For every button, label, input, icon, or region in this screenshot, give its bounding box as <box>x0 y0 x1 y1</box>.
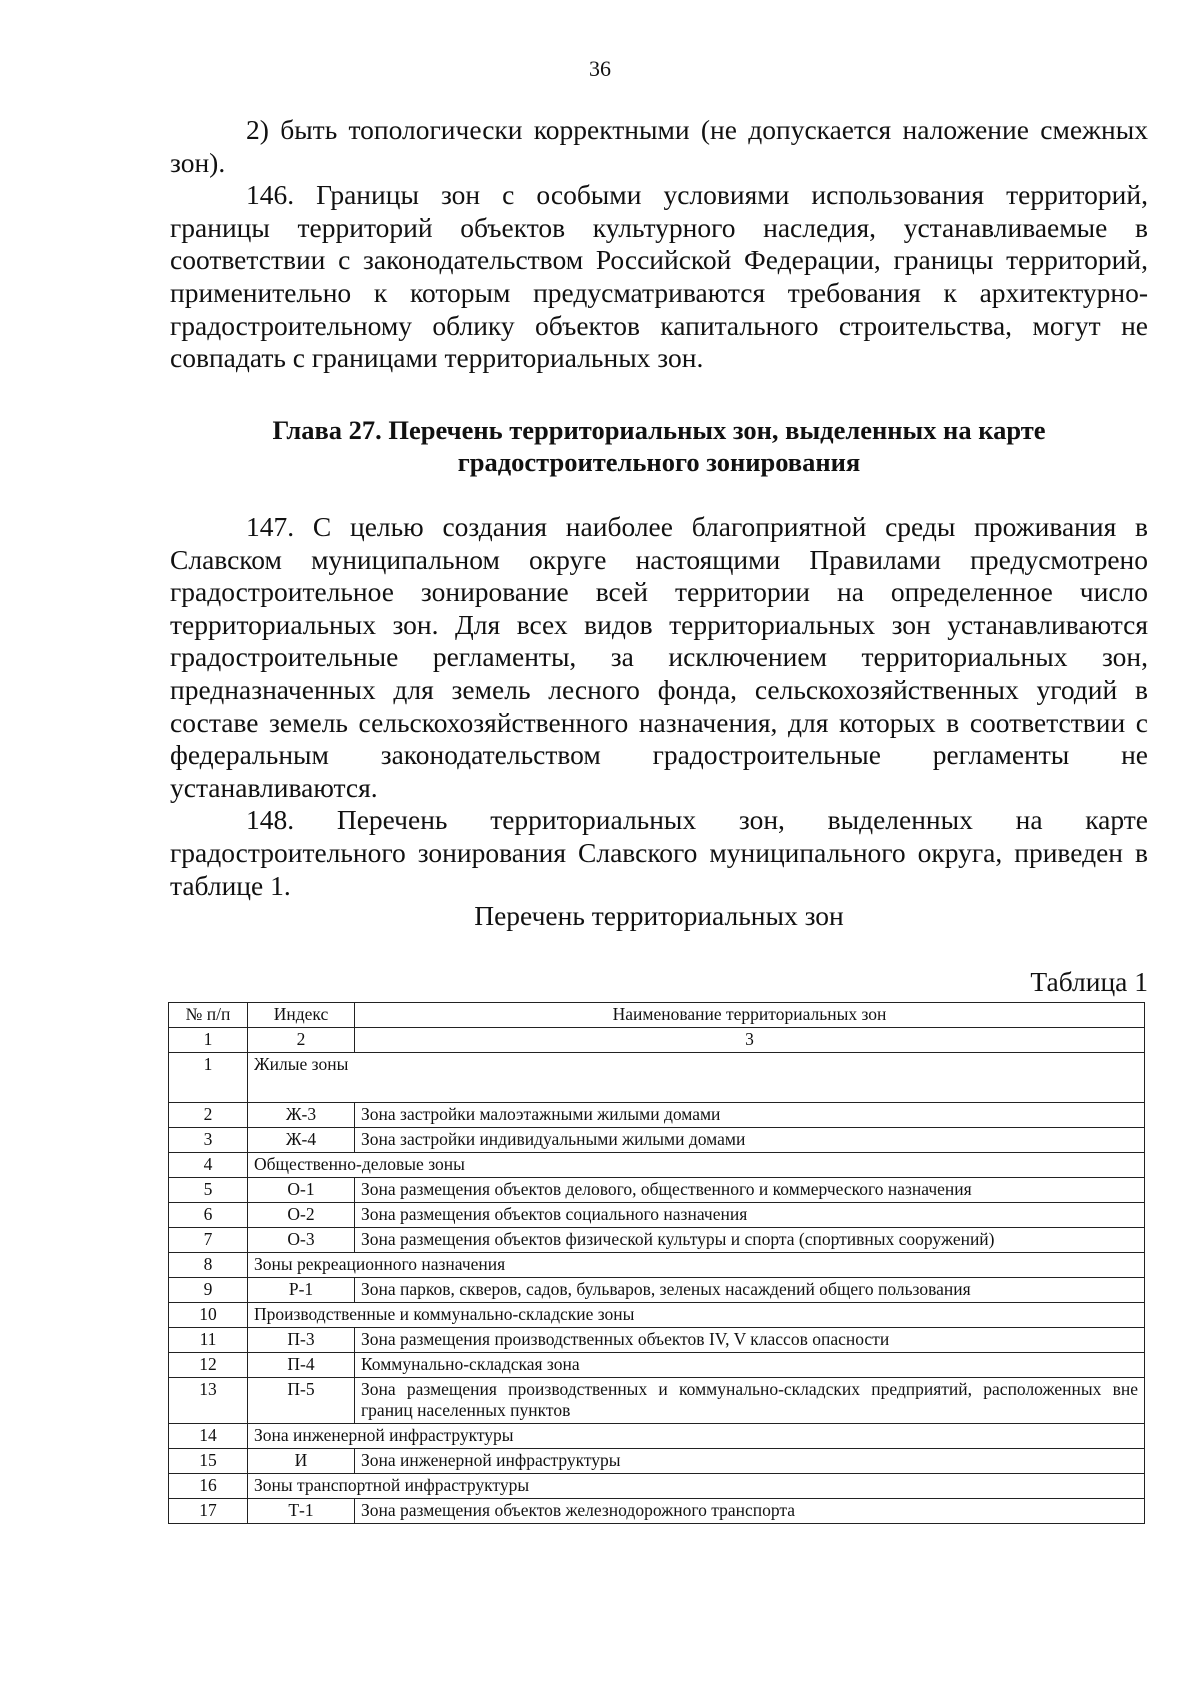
zone-index: И <box>248 1449 355 1474</box>
zone-index: О-2 <box>248 1203 355 1228</box>
table-row <box>169 1449 1145 1474</box>
row-number: 8 <box>169 1253 248 1278</box>
zone-index: П-4 <box>248 1353 355 1378</box>
table-row <box>169 1203 1145 1228</box>
zone-index: Ж-3 <box>248 1103 355 1128</box>
table-body <box>169 1053 1145 1524</box>
zone-name: Зона размещения производственных и коммунально-складских предприятий, расположенных вне границ населенных пунктов <box>355 1378 1145 1424</box>
table-row <box>169 1328 1145 1353</box>
table-caption: Перечень территориальных зон <box>474 900 844 931</box>
zone-index: Ж-4 <box>248 1128 355 1153</box>
page-number: 36 <box>589 56 611 81</box>
column-number-2: 2 <box>248 1028 355 1053</box>
zone-group-title: Зона инженерной инфраструктуры <box>248 1424 1145 1449</box>
zone-name: Зона размещения объектов делового, общественного и коммерческого назначения <box>355 1178 1145 1203</box>
main-paragraphs <box>170 511 1148 902</box>
table-row <box>169 1153 1145 1178</box>
row-number: 4 <box>169 1153 248 1178</box>
header-name: Наименование территориальных зон <box>355 1003 1145 1028</box>
zone-name: Зона парков, скверов, садов, бульваров, зеленых насаждений общего пользования <box>355 1278 1145 1303</box>
table-row <box>169 1053 1145 1103</box>
zone-index: П-3 <box>248 1328 355 1353</box>
table-row <box>169 1103 1145 1128</box>
zone-name: Коммунально-складская зона <box>355 1353 1145 1378</box>
zone-index: П-5 <box>248 1378 355 1424</box>
column-number-row <box>169 1028 1145 1053</box>
chapter-heading <box>170 414 1148 478</box>
header-index: Индекс <box>248 1003 355 1028</box>
row-number: 16 <box>169 1474 248 1499</box>
row-number: 3 <box>169 1128 248 1153</box>
paragraph-146: 146. Границы зон с особыми условиями использования территорий, границы территорий объектов культурного наследия, устанавливаемые в соответствии с законодательством Российской Федерации, границы территорий, применительно к которым предусматриваются требования к архитектурно-градостроительному облику объектов капитального строительства, могут не совпадать с границами территориальных зон. <box>170 179 1148 374</box>
table-row <box>169 1228 1145 1253</box>
table-label: Таблица 1 <box>1030 966 1148 997</box>
row-number: 13 <box>169 1378 248 1424</box>
header-num: № п/п <box>169 1003 248 1028</box>
table-row <box>169 1474 1145 1499</box>
table-row <box>169 1499 1145 1524</box>
zone-group-title: Жилые зоны <box>248 1053 1145 1103</box>
table-row <box>169 1128 1145 1153</box>
zone-name: Зона застройки малоэтажными жилыми домами <box>355 1103 1145 1128</box>
table-row <box>169 1278 1145 1303</box>
row-number: 5 <box>169 1178 248 1203</box>
zone-name: Зона размещения объектов железнодорожного транспорта <box>355 1499 1145 1524</box>
row-number: 9 <box>169 1278 248 1303</box>
zone-name: Зона размещения производственных объектов IV, V классов опасности <box>355 1328 1145 1353</box>
table-row <box>169 1303 1145 1328</box>
row-number: 12 <box>169 1353 248 1378</box>
table-row <box>169 1424 1145 1449</box>
zone-group-title: Зоны рекреационного назначения <box>248 1253 1145 1278</box>
zone-index: Т-1 <box>248 1499 355 1524</box>
row-number: 6 <box>169 1203 248 1228</box>
paragraph-item-2: 2) быть топологически корректными (не допускается наложение смежных зон). <box>170 114 1148 178</box>
row-number: 11 <box>169 1328 248 1353</box>
paragraph-147: 147. С целью создания наиболее благоприятной среды проживания в Славском муниципальном округе настоящими Правилами предусмотрено градостроительное зонирование всей территории на определенное число территориальных зон. Для всех видов территориальных зон устанавливаются градостроительные регламенты, за исключением территориальных зон, предназначенных для земель лесного фонда, сельскохозяйственных угодий в составе земель сельскохозяйственного назначения, для которых в соответствии с федеральным законодательством градостроительные регламенты не устанавливаются. <box>170 511 1148 803</box>
zone-name: Зона застройки индивидуальными жилыми домами <box>355 1128 1145 1153</box>
chapter-heading-line2: градостроительного зонирования <box>457 447 861 477</box>
row-number: 2 <box>169 1103 248 1128</box>
column-number-1: 1 <box>169 1028 248 1053</box>
table-header-row <box>169 1003 1145 1028</box>
zone-index: О-1 <box>248 1178 355 1203</box>
row-number: 10 <box>169 1303 248 1328</box>
table-row <box>169 1178 1145 1203</box>
zones-table <box>168 1002 1145 1524</box>
zone-name: Зона инженерной инфраструктуры <box>355 1449 1145 1474</box>
chapter-heading-line1: Глава 27. Перечень территориальных зон, выделенных на карте <box>272 415 1046 445</box>
table-row <box>169 1253 1145 1278</box>
intro-paragraphs <box>170 114 1148 375</box>
zone-group-title: Производственные и коммунально-складские зоны <box>248 1303 1145 1328</box>
row-number: 7 <box>169 1228 248 1253</box>
row-number: 14 <box>169 1424 248 1449</box>
zone-group-title: Общественно-деловые зоны <box>248 1153 1145 1178</box>
row-number: 17 <box>169 1499 248 1524</box>
paragraph-148: 148. Перечень территориальных зон, выделенных на карте градостроительного зонирования Славского муниципального округа, приведен в таблице 1. <box>170 804 1148 901</box>
zone-name: Зона размещения объектов физической культуры и спорта (спортивных сооружений) <box>355 1228 1145 1253</box>
zone-index: О-3 <box>248 1228 355 1253</box>
row-number: 15 <box>169 1449 248 1474</box>
table-row <box>169 1378 1145 1424</box>
zone-name: Зона размещения объектов социального назначения <box>355 1203 1145 1228</box>
row-number: 1 <box>169 1053 248 1103</box>
zone-index: Р-1 <box>248 1278 355 1303</box>
column-number-3: 3 <box>355 1028 1145 1053</box>
table-row <box>169 1353 1145 1378</box>
zone-group-title: Зоны транспортной инфраструктуры <box>248 1474 1145 1499</box>
